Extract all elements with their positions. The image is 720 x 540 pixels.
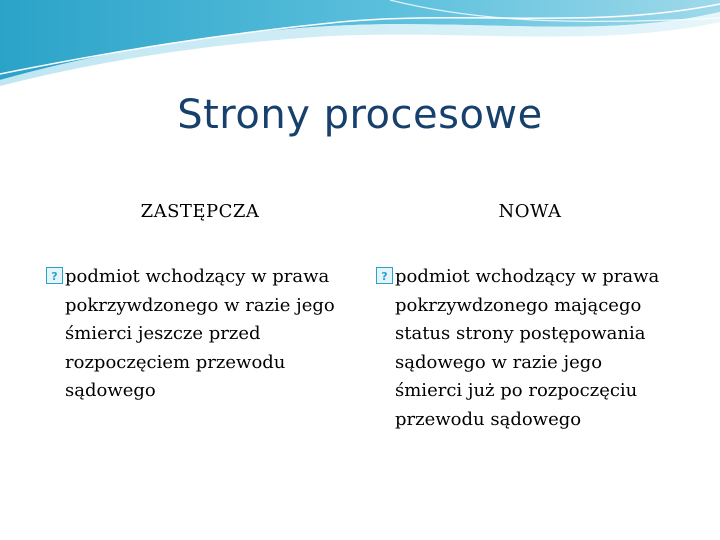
unknown-glyph-icon: ?	[376, 267, 393, 284]
header-wave-decoration	[0, 0, 720, 90]
bullet-list-nowa	[376, 263, 691, 434]
bullet-item	[376, 263, 691, 434]
column-heading-nowa: NOWA	[498, 201, 562, 222]
column-heading-zastepcza: ZASTĘPCZA	[140, 201, 260, 222]
bullet-text: podmiot wchodzący w prawa pokrzywdzonego mającego status strony postępowania sądowego w razie jego śmierci już po rozpoczęciu przewodu sądowego	[395, 266, 660, 430]
bullet-list-zastepcza	[46, 263, 361, 406]
bullet-text: podmiot wchodzący w prawa pokrzywdzonego w razie jego śmierci jeszcze przed rozpoczęciem przewodu sądowego	[65, 266, 335, 401]
bullet-item	[46, 263, 361, 406]
slide-title: Strony procesowe	[177, 92, 543, 138]
unknown-glyph-icon: ?	[46, 267, 63, 284]
